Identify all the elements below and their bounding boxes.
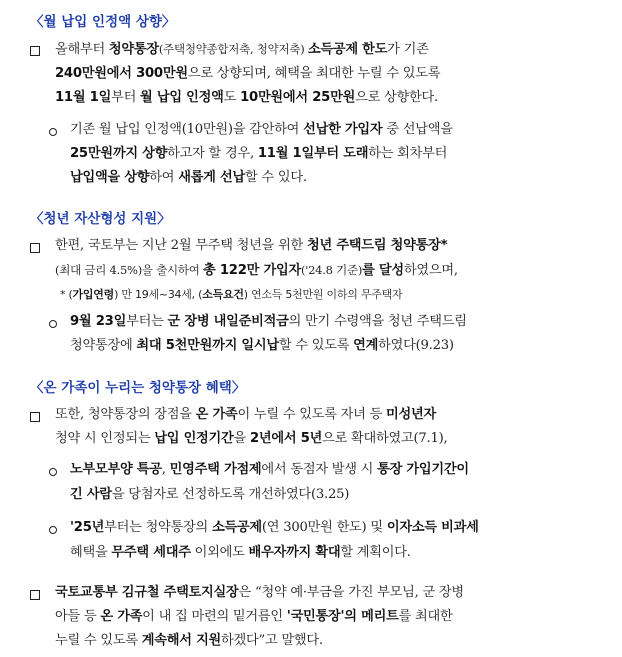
emphasis-text: 청약통장 — [108, 42, 159, 57]
emphasis-text: 통장 가입기간이 — [377, 462, 469, 477]
body-text: 을 당첨자로 선정하도록 개선하였다(3.25) — [111, 487, 350, 502]
body-text: ) 연소득 5천만원 이하의 무주택자 — [243, 288, 403, 301]
emphasis-text: 선납한 가입자 — [303, 122, 383, 137]
paragraph-line — [55, 633, 323, 649]
emphasis-text: 연계 — [353, 338, 379, 353]
paragraph-line — [70, 487, 349, 503]
body-text: 가 기존 — [387, 42, 429, 57]
paragraph-line — [70, 520, 479, 536]
body-text: 의 만기 수령액을 청년 주택드림 — [288, 314, 467, 329]
body-text: 하여 — [149, 170, 179, 185]
emphasis-text: 새롭게 선납 — [178, 170, 245, 185]
emphasis-text: 월 납입 인정액 — [140, 90, 224, 105]
body-text: , — [161, 462, 170, 477]
paragraph-line — [70, 146, 447, 162]
emphasis-text: 미성년자 — [386, 407, 436, 422]
body-text: 누릴 수 있도록 — [55, 633, 142, 648]
square-bullet-icon — [30, 46, 40, 56]
circle-bullet-icon — [49, 128, 57, 136]
body-text: 아들 등 — [55, 609, 101, 624]
paragraph-line — [55, 66, 440, 82]
body-text: 을 — [233, 431, 250, 446]
paragraph-line — [70, 170, 307, 186]
body-text: 할 계획이다. — [340, 545, 411, 560]
emphasis-text: 국토교통부 김규철 주택토지실장 — [55, 585, 239, 600]
section-heading-family-benefits: 〈온 가족이 누리는 청약통장 혜택〉 — [30, 380, 246, 396]
body-text: 도 — [223, 90, 241, 105]
paragraph-line — [55, 407, 436, 423]
emphasis-text: 가입연령 — [72, 288, 115, 301]
paragraph-line — [55, 238, 447, 254]
paragraph-line — [55, 262, 458, 279]
body-text: (연 300만원 한도) 및 — [261, 520, 387, 535]
emphasis-text: 최대 5천만원까지 일시납 — [136, 338, 279, 353]
body-text: 혜택을 — [70, 545, 112, 560]
emphasis-text: 군 장병 내일준비적금 — [167, 314, 289, 329]
body-text: 올해부터 — [55, 42, 109, 57]
emphasis-text: 25만원까지 상향 — [70, 146, 168, 161]
body-text: 청약통장에 — [70, 338, 137, 353]
emphasis-text: 총 122만 가입자 — [203, 263, 301, 278]
paragraph-line — [55, 585, 464, 601]
emphasis-text: 온 가족 — [100, 609, 143, 624]
body-text: (최대 금리 4.5%)을 출시하여 — [55, 263, 204, 277]
paragraph-line — [70, 462, 469, 478]
body-text: (주택청약종합저축, 청약저축) — [158, 42, 308, 56]
body-text: 부터 — [111, 90, 141, 105]
emphasis-text: 10만원에서 25만원 — [240, 90, 356, 105]
emphasis-text: 소득공제 — [211, 520, 262, 535]
body-text: 이 누릴 수 있도록 자녀 등 — [237, 407, 387, 422]
body-text: 하는 회차부터 — [368, 146, 448, 161]
body-text: 부터는 — [126, 314, 168, 329]
emphasis-text: 11월 1일부터 도래 — [257, 146, 369, 161]
body-text: 으로 확대하였고(7.1), — [322, 431, 448, 446]
paragraph-line — [70, 545, 411, 561]
body-text: 하였으며, — [403, 263, 458, 278]
paragraph-line — [55, 431, 447, 447]
body-text: 중 선납액을 — [382, 122, 453, 137]
body-text: 이외에도 — [190, 545, 249, 560]
paragraph-line — [70, 122, 453, 138]
emphasis-text: 납입 인정기간 — [154, 431, 234, 446]
emphasis-text: 납입액을 상향 — [70, 170, 150, 185]
emphasis-text: 노부모부양 특공 — [70, 462, 162, 477]
emphasis-text: 긴 사람 — [70, 487, 112, 502]
emphasis-text: 이자소득 비과세 — [386, 520, 479, 535]
emphasis-text: 소득공제 한도 — [307, 42, 388, 57]
body-text: ) 만 19세~34세, ( — [114, 288, 203, 301]
emphasis-text: 9월 23일 — [70, 314, 127, 329]
emphasis-text: 배우자까지 확대 — [248, 545, 341, 560]
emphasis-text: 240만원에서 300만원 — [55, 66, 188, 81]
body-text: 으로 상향되며, 혜택을 최대한 누릴 수 있도록 — [187, 66, 441, 81]
emphasis-text: 계속해서 지원 — [141, 633, 222, 648]
emphasis-text: 민영주택 가점제 — [169, 462, 262, 477]
emphasis-text: 11월 1일 — [55, 90, 112, 105]
paragraph-line — [55, 41, 429, 58]
square-bullet-icon — [30, 243, 40, 253]
body-text: 은 “청약 예·부금을 가진 부모님, 군 장병 — [238, 585, 464, 600]
body-text: 으로 상향한다. — [355, 90, 438, 105]
body-text: * ( — [60, 288, 73, 301]
emphasis-text: '25년 — [70, 520, 105, 535]
emphasis-text: 무주택 세대주 — [111, 545, 191, 560]
body-text: 할 수 있다. — [245, 170, 307, 185]
square-bullet-icon — [30, 590, 40, 600]
body-text: 할 수 있도록 — [278, 338, 354, 353]
emphasis-text: 소득요건 — [202, 288, 244, 301]
square-bullet-icon — [30, 412, 40, 422]
body-text: 하였다(9.23) — [378, 338, 454, 353]
body-text: 에서 동점자 발생 시 — [261, 462, 378, 477]
body-text: 를 최대한 — [398, 609, 453, 624]
body-text: 청약 시 인정되는 — [55, 431, 155, 446]
emphasis-text: 를 달성 — [362, 263, 404, 278]
section-heading-youth-assets: 〈청년 자산형성 지원〉 — [30, 211, 171, 227]
emphasis-text: 온 가족 — [195, 407, 238, 422]
footnote-line — [60, 287, 402, 303]
emphasis-text: '국민통장'의 메리트 — [286, 609, 399, 624]
circle-bullet-icon — [49, 526, 57, 534]
paragraph-line — [70, 338, 454, 354]
body-text: 기존 월 납입 인정액(10만원)을 감안하여 — [70, 122, 304, 137]
body-text: 한편, 국토부는 지난 2월 무주택 청년을 위한 — [55, 238, 307, 253]
circle-bullet-icon — [49, 468, 57, 476]
paragraph-line — [70, 314, 467, 330]
body-text: ('24.8 기준) — [300, 263, 363, 277]
body-text: 이 내 집 마련의 밑거름인 — [142, 609, 287, 624]
circle-bullet-icon — [49, 320, 57, 328]
body-text: 또한, 청약통장의 장점을 — [55, 407, 196, 422]
paragraph-line — [55, 609, 453, 625]
body-text: 하고자 할 경우, — [167, 146, 258, 161]
body-text: 하겠다”고 말했다. — [221, 633, 323, 648]
emphasis-text: 청년 주택드림 청약통장* — [307, 238, 448, 253]
body-text: 부터는 청약통장의 — [104, 520, 212, 535]
section-heading-monthly-payment: 〈월 납입 인정액 상향〉 — [30, 14, 176, 30]
paragraph-line — [55, 90, 438, 106]
emphasis-text: 2년에서 5년 — [249, 431, 323, 446]
